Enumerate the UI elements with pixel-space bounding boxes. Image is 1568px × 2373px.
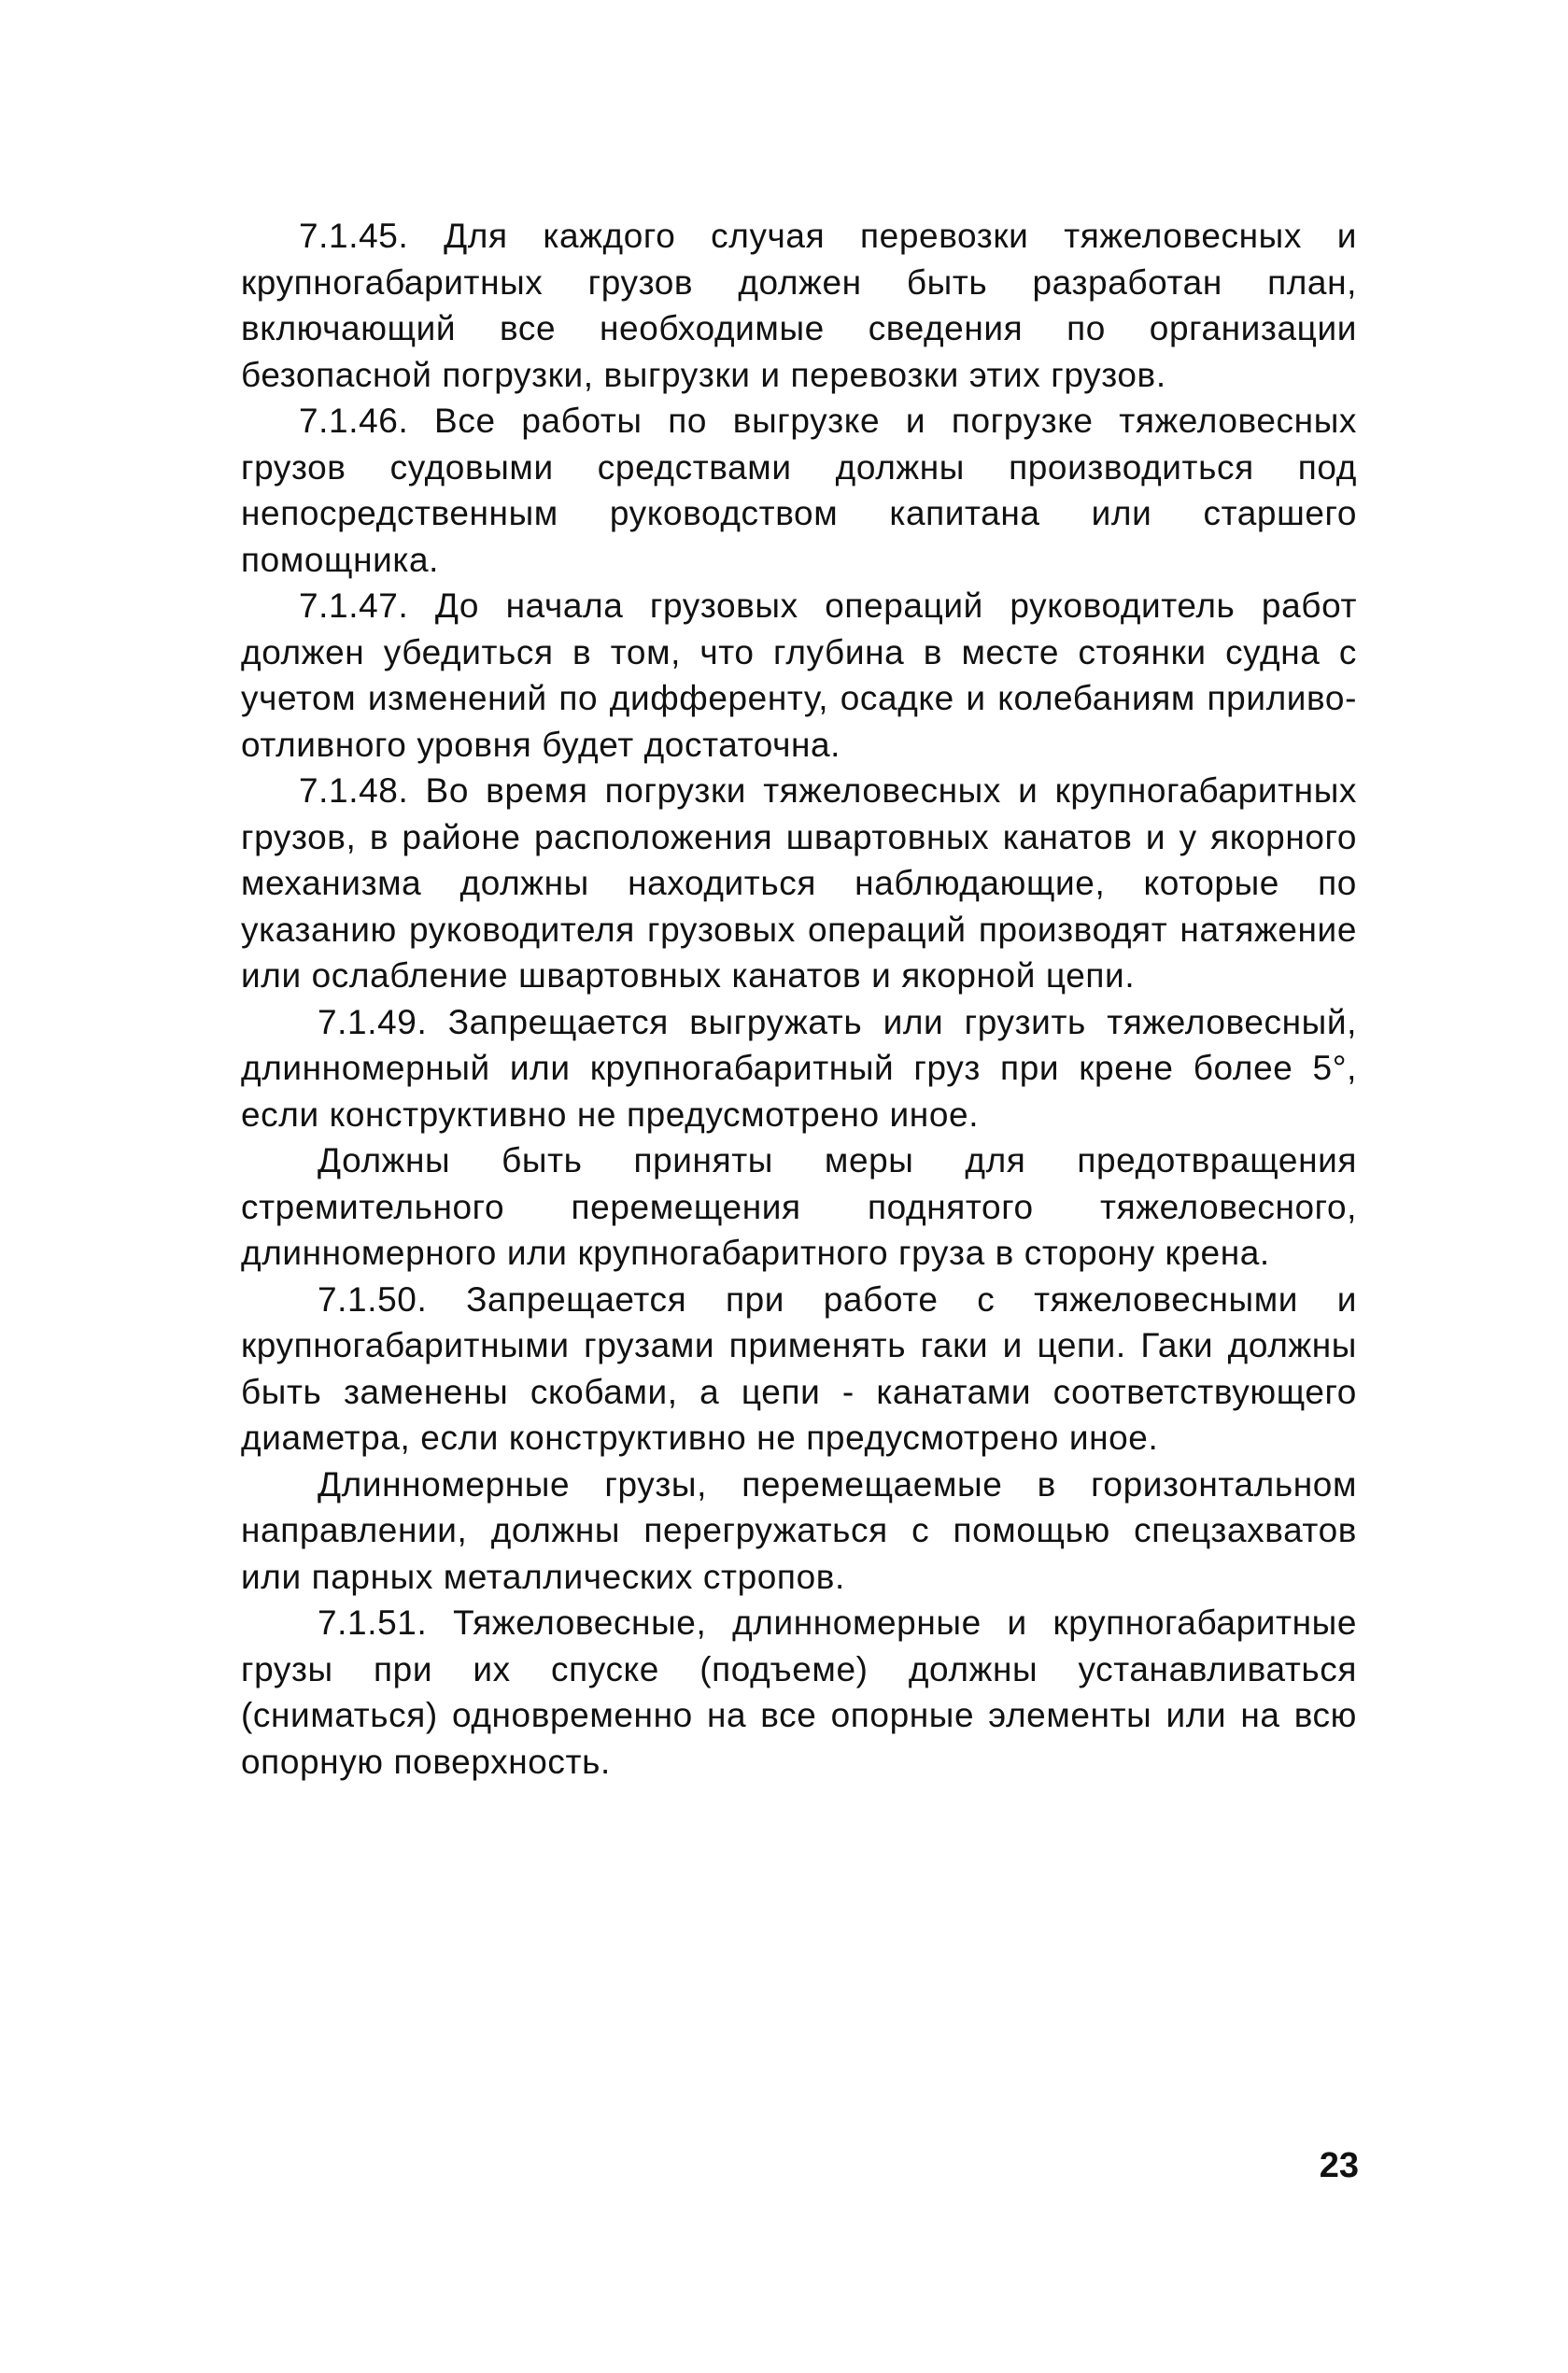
paragraph-7-1-49: 7.1.49. Запрещается выгружать или грузить тяжеловесный, длинномерный или крупногабаритный груз при крене более 5°, если конструктивно не предусмотрено иное.	[241, 1002, 1357, 1134]
paragraph-7-1-51: 7.1.51. Тяжеловесные, длинномерные и крупногабаритные грузы при их спуске (подъеме) должны устанавливаться (сниматься) одновременно на все опорные элементы или на всю опорную поверхность.	[241, 1603, 1357, 1781]
paragraph-7-1-50-continued: Длинномерные грузы, перемещаемые в горизонтальном направлении, должны перегружаться с помощью спецзахватов или парных металлических стропов.	[241, 1464, 1357, 1596]
paragraph-7-1-48: 7.1.48. Во время погрузки тяжеловесных и крупногабаритных грузов, в районе расположения швартовных канатов и у якорного механизма должны находиться наблюдающие, которые по указанию руководителя грузовых операций производят натяжение или ослабление швартовных канатов и якорной цепи.	[241, 771, 1357, 995]
paragraph-7-1-46: 7.1.46. Все работы по выгрузке и погрузке тяжеловесных грузов судовыми средствами должны производиться под непосредственным руководством капитана или старшего помощника.	[241, 402, 1357, 579]
paragraph-7-1-50: 7.1.50. Запрещается при работе с тяжеловесными и крупногабаритными грузами применять гаки и цепи. Гаки должны быть заменены скобами, а цепи - канатами соответствующего диаметра, если конструктивно не предусмотрено иное.	[241, 1279, 1357, 1457]
page-number: 23	[1319, 2146, 1359, 2185]
paragraph-7-1-45: 7.1.45. Для каждого случая перевозки тяжеловесных и крупногабаритных грузов должен быть разработан план, включающий все необходимые сведения по организации безопасной погрузки, выгрузки и перевозки этих грузов.	[241, 217, 1357, 394]
body-text	[241, 213, 1357, 1785]
paragraph-7-1-49-continued: Должны быть приняты меры для предотвращения стремительного перемещения поднятого тяжеловесного, длинномерного или крупногабаритного груза в сторону крена.	[241, 1141, 1357, 1272]
paragraph-7-1-47: 7.1.47. До начала грузовых операций руководитель работ должен убедиться в том, что глубина в месте стоянки судна с учетом изменений по дифференту, осадке и колебаниям приливо-отливного уровня будет достаточна.	[241, 586, 1357, 764]
